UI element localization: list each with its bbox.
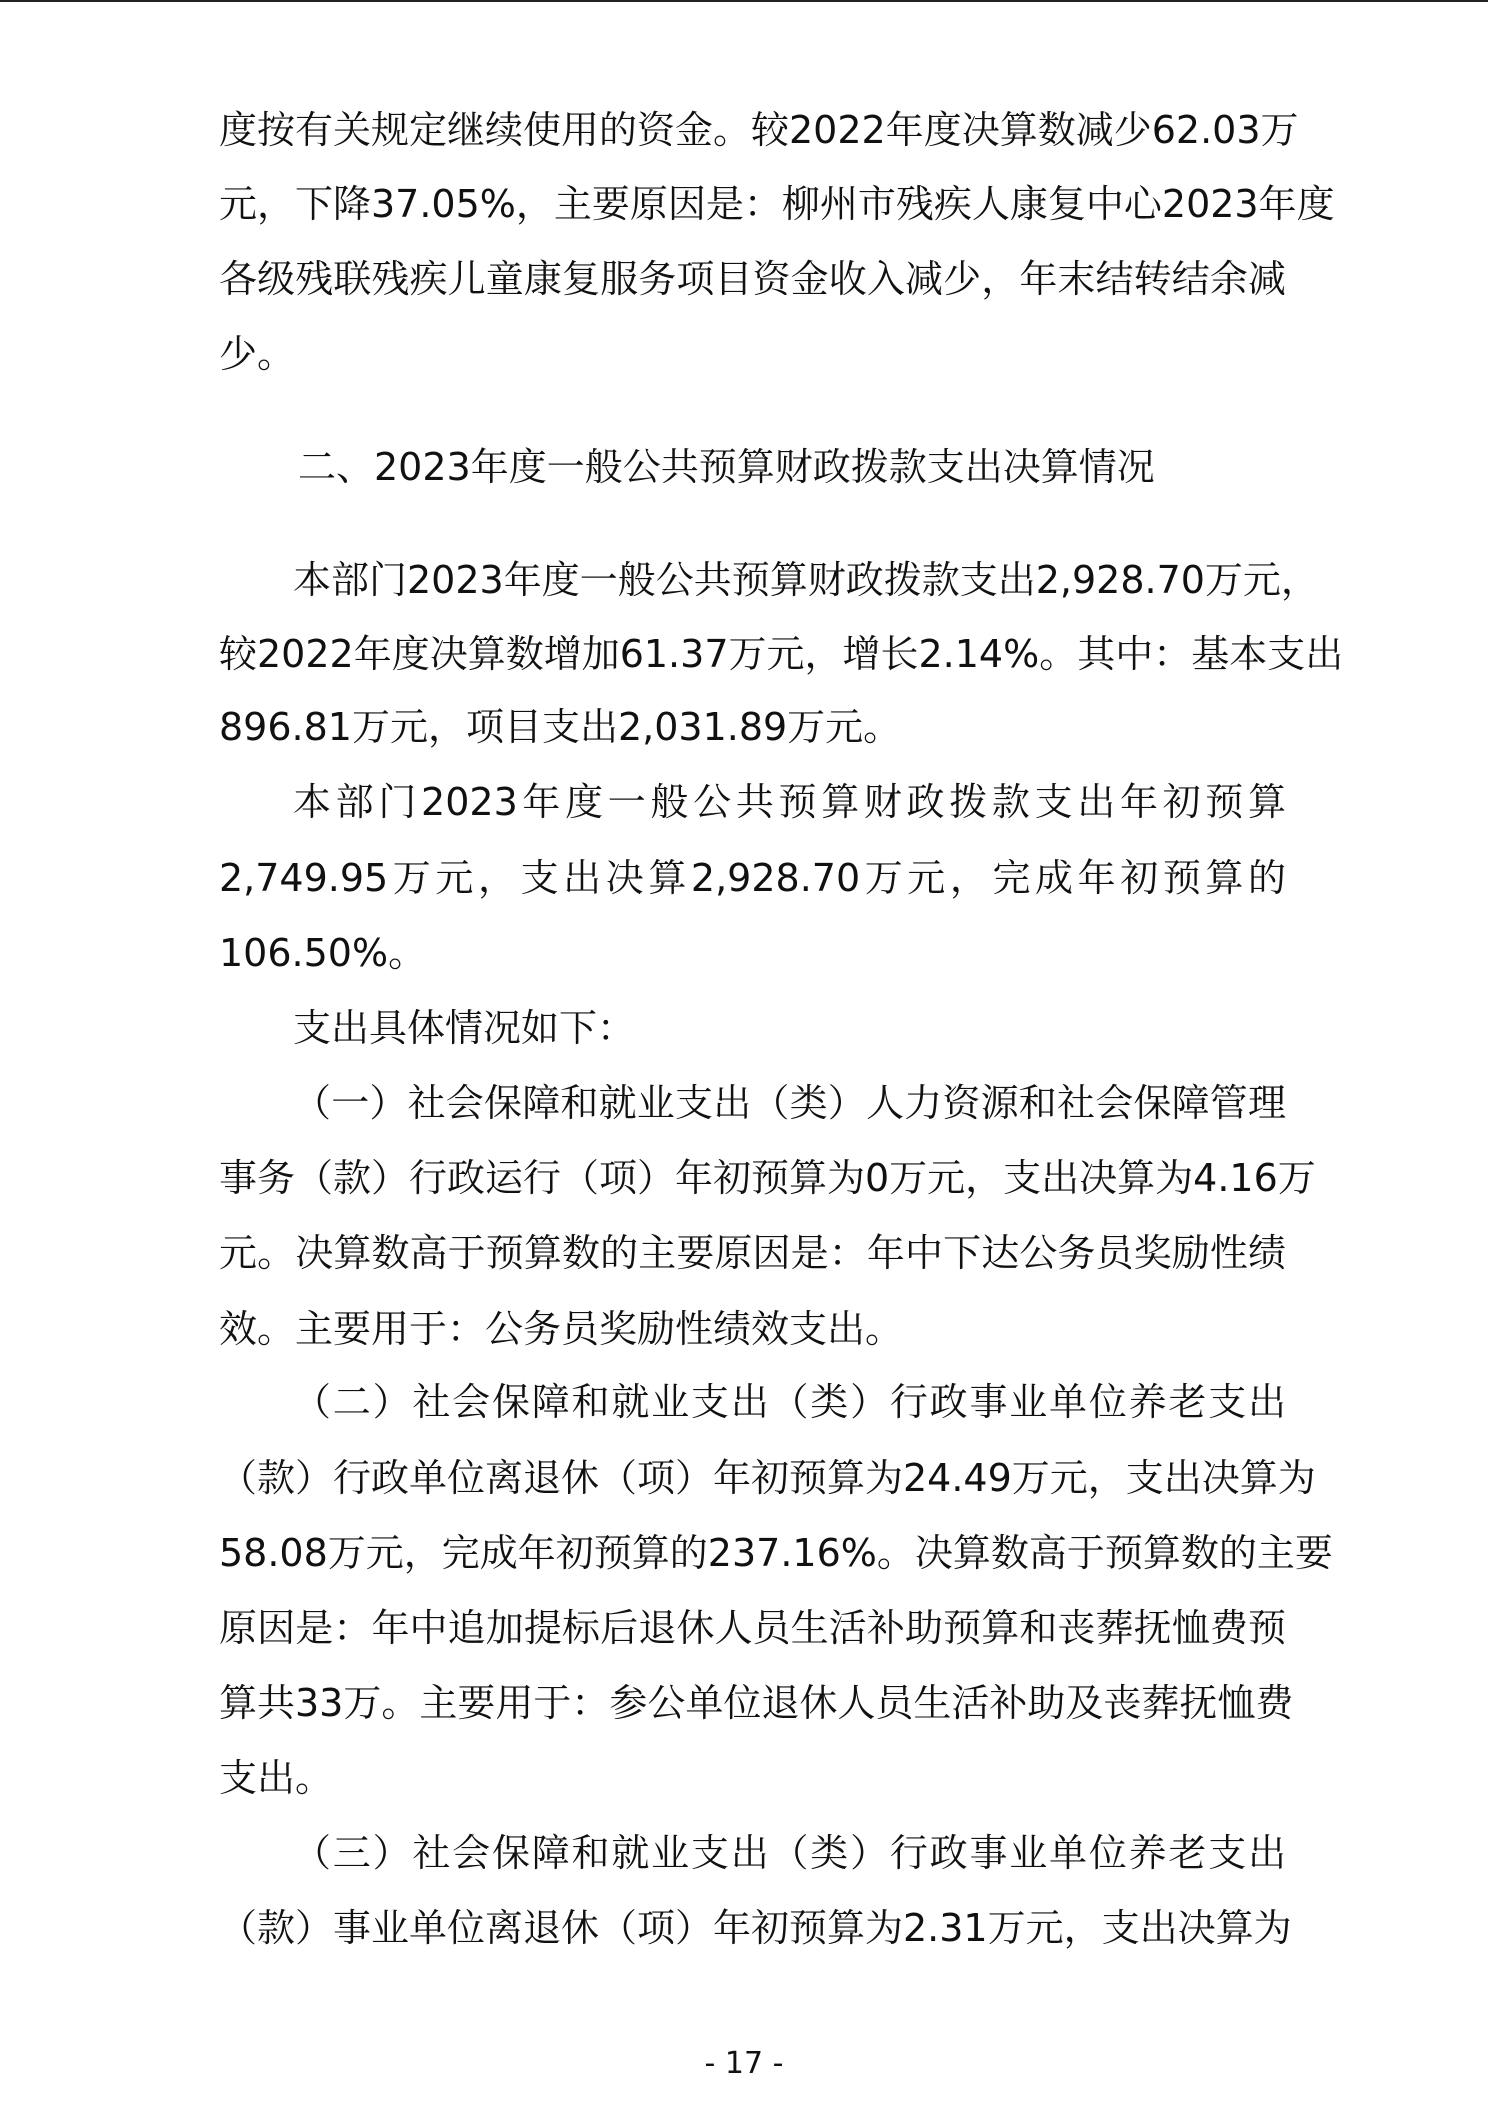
text-line: 支出具体情况如下： [293,1006,636,1050]
text-line: 元。决算数高于预算数的主要原因是：年中下达公务员奖励性绩 [219,1231,1286,1275]
text-line: 少。 [219,332,296,376]
text-line: 支出。 [219,1756,334,1800]
text-line: （二）社会保障和就业支出（类）行政事业单位养老支出 [293,1380,1286,1424]
page-top-edge [0,0,1488,2]
text-line: （款）事业单位离退休（项）年初预算为2.31万元，支出决算为 [219,1906,1292,1950]
text-line: 度按有关规定继续使用的资金。较2022年度决算数减少62.03万 [219,108,1299,152]
page-number: - 17 - [704,2046,784,2081]
text-line: 本部门2023年度一般公共预算财政拨款支出年初预算 [293,780,1286,824]
text-line: （款）行政单位离退休（项）年初预算为24.49万元，支出决算为 [219,1456,1316,1500]
text-line: 事务（款）行政运行（项）年初预算为0万元，支出决算为4.16万 [219,1156,1316,1200]
text-line: 原因是：年中追加提标后退休人员生活补助预算和丧葬抚恤费预 [219,1606,1286,1650]
text-line: 本部门2023年度一般公共预算财政拨款支出2,928.70万元， [293,558,1319,602]
text-line: 58.08万元，完成年初预算的237.16%。决算数高于预算数的主要 [219,1531,1333,1575]
text-line: 106.50%。 [219,931,427,975]
text-line: 元，下降37.05%，主要原因是：柳州市残疾人康复中心2023年度 [219,182,1335,226]
text-line: 2,749.95万元，支出决算2,928.70万元，完成年初预算的 [219,856,1286,900]
text-line: 效。主要用于：公务员奖励性绩效支出。 [219,1307,904,1351]
section-heading: 二、2023年度一般公共预算财政拨款支出决算情况 [298,445,1155,489]
text-line: 各级残联残疾儿童康复服务项目资金收入减少，年末结转结余减 [219,257,1286,301]
text-line: 较2022年度决算数增加61.37万元，增长2.14%。其中：基本支出 [219,632,1344,676]
text-line: （三）社会保障和就业支出（类）行政事业单位养老支出 [293,1831,1286,1875]
text-line: 算共33万。主要用于：参公单位退休人员生活补助及丧葬抚恤费 [219,1681,1294,1725]
text-line: （一）社会保障和就业支出（类）人力资源和社会保障管理 [293,1081,1286,1125]
text-line: 896.81万元，项目支出2,031.89万元。 [219,705,902,749]
